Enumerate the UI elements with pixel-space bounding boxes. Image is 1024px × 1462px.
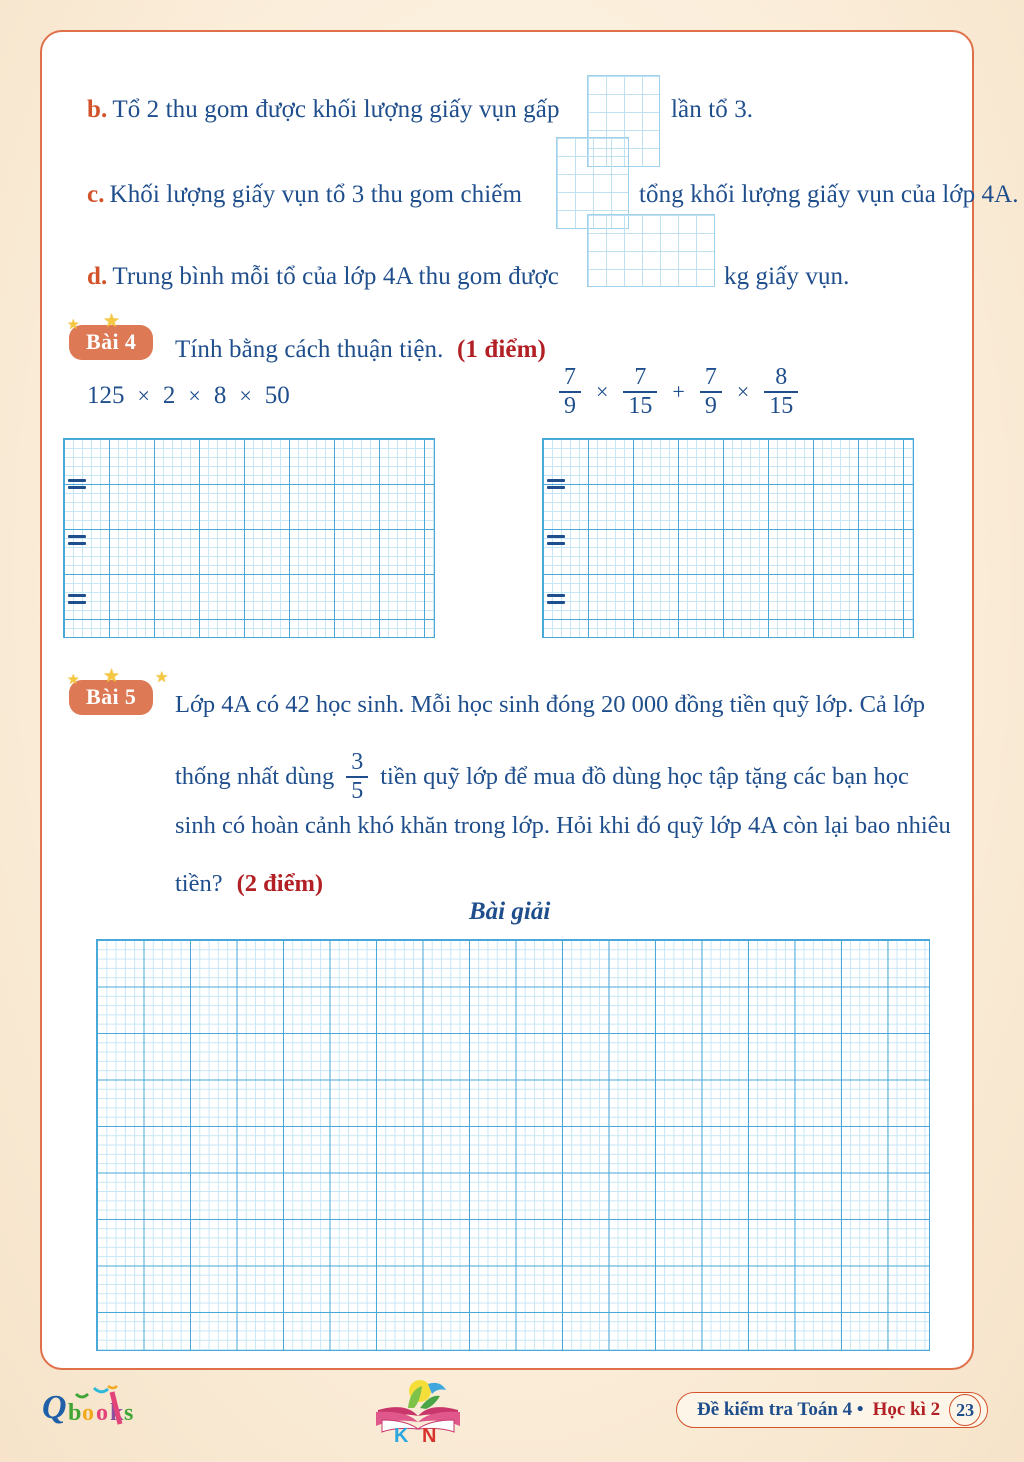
star-icon: ★ <box>67 318 80 333</box>
question-d-text-before: Trung bình mỗi tổ của lớp 4A thu gom được <box>112 263 560 290</box>
equals-mark <box>68 535 86 546</box>
star-icon: ★ <box>155 670 169 686</box>
bai5-work-area[interactable] <box>96 939 930 1351</box>
question-c-text-before: Khối lượng giấy vụn tổ 3 thu gom chiếm <box>109 181 523 208</box>
bai4-badge-wrap <box>67 311 153 360</box>
question-b <box>87 96 560 124</box>
fraction-8-15: $\frac{8}{15}$ <box>764 365 798 419</box>
bai4-points: (1 điểm) <box>457 336 546 363</box>
fraction-7-9: $\frac{7}{9}$ <box>559 365 581 419</box>
footer-title-sub: Học kì 2 <box>872 1399 941 1420</box>
bai5-line-3: sinh có hoàn cảnh khó khăn trong lớp. Hỏi khi đó quỹ lớp 4A còn lại bao nhiêu <box>175 812 951 839</box>
multiply-icon: × <box>596 379 609 405</box>
star-icon: ★ <box>67 673 80 688</box>
answer-box-d[interactable] <box>587 214 715 287</box>
bai5-solution-heading: Bài giải <box>469 898 551 925</box>
fraction-3-5: $\frac{3}{5}$ <box>346 750 368 804</box>
fraction-7-9: $\frac{7}{9}$ <box>700 365 722 419</box>
fraction-7-15: $\frac{7}{15}$ <box>623 365 657 419</box>
star-icon: ★ <box>103 666 121 687</box>
plus-icon: + <box>672 379 685 405</box>
bai4-work-area-right[interactable] <box>542 438 914 638</box>
bai5-line-4 <box>175 870 323 898</box>
operand: 2 <box>162 382 176 409</box>
multiply-icon: × <box>137 383 150 408</box>
page-footer <box>0 1378 1024 1462</box>
bai4-expression-right <box>559 365 798 419</box>
multiply-icon: × <box>239 383 252 408</box>
operand: 50 <box>264 382 290 409</box>
bai5-line-2-b: tiền quỹ lớp để mua đồ dùng học tập tặng các bạn học <box>380 763 909 791</box>
operand: 8 <box>213 382 227 409</box>
svg-text:s: s <box>124 1400 134 1426</box>
bai5-line-1: Lớp 4A có 42 học sinh. Mỗi học sinh đóng 20 000 đồng tiền quỹ lớp. Cả lớp <box>175 691 926 718</box>
bai5-points: (2 điểm) <box>236 870 324 897</box>
question-b-label: b. <box>87 96 108 123</box>
svg-text:K: K <box>394 1425 409 1444</box>
bai5-line-2-a: thống nhất dùng <box>175 763 335 791</box>
question-c <box>87 181 522 209</box>
footer-page-pill <box>676 1392 988 1428</box>
equals-mark <box>68 594 86 605</box>
bai5-badge-wrap <box>67 666 169 715</box>
equals-mark <box>547 535 565 546</box>
svg-text:o: o <box>96 1400 108 1426</box>
worksheet-content <box>42 32 1019 1368</box>
svg-text:Q: Q <box>42 1389 67 1426</box>
question-c-text-after: tổng khối lượng giấy vụn của lớp 4A. <box>639 181 1019 208</box>
bai4-expression-left <box>87 382 290 410</box>
qbooks-logo <box>42 1384 162 1430</box>
multiply-icon: × <box>188 383 201 408</box>
question-b-text-before: Tổ 2 thu gom được khối lượng giấy vụn gấp <box>112 96 560 123</box>
bai5-line-2 <box>175 750 909 804</box>
equals-mark <box>547 479 565 490</box>
question-c-label: c. <box>87 181 105 208</box>
star-icon: ★ <box>103 311 121 332</box>
question-d-text-after: kg giấy vụn. <box>724 263 850 290</box>
bai5-line-4-text: tiền? <box>175 870 223 897</box>
svg-text:o: o <box>82 1400 94 1426</box>
svg-text:b: b <box>68 1400 82 1426</box>
footer-title-main: Đề kiểm tra Toán 4 • <box>697 1399 864 1420</box>
question-b-text-after: lần tổ 3. <box>671 96 754 123</box>
bai5-badge: Bài 5 <box>69 680 153 715</box>
bai4-work-area-left[interactable] <box>63 438 435 638</box>
equals-mark <box>68 479 86 490</box>
kn-logo <box>368 1378 464 1444</box>
svg-text:N: N <box>422 1425 437 1444</box>
bai4-instruction: Tính bằng cách thuận tiện. <box>175 336 444 363</box>
question-d-label: d. <box>87 263 108 290</box>
operand: 125 <box>87 382 125 409</box>
page-number: 23 <box>949 1394 981 1426</box>
question-d <box>87 263 559 291</box>
equals-mark <box>547 594 565 605</box>
svg-text:k: k <box>110 1400 124 1426</box>
multiply-icon: × <box>736 379 750 405</box>
worksheet-card <box>40 30 1019 1370</box>
bai4-badge: Bài 4 <box>69 325 153 360</box>
